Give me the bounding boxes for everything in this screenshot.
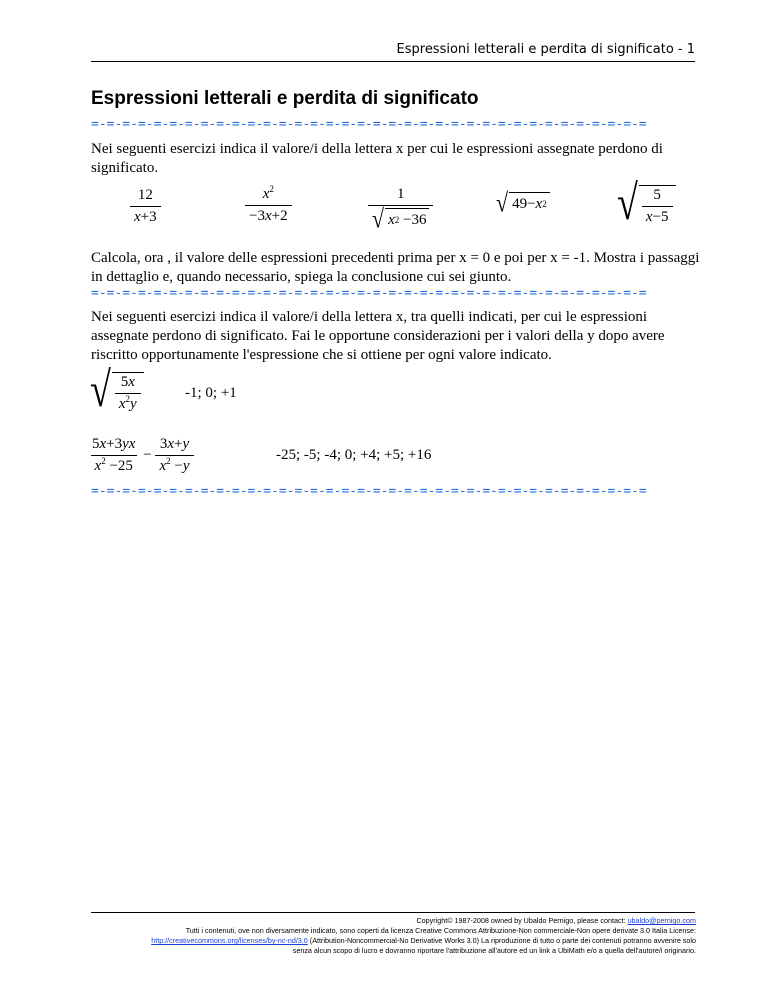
license-line: Tutti i contenuti, ove non diversamente indicato, sono coperti da licenza Creative Commons Attribuzione-Non commerciale-Non opere derivate 3.0 Italia License: [185,926,696,935]
expression-3: 1 √ x 2 −36 [368,186,433,230]
expression-2: $\frac{x^2}{-3x+2}$ [245,186,292,225]
header-rule [91,61,695,62]
section1-intro: Nei seguenti esercizi indica il valore/i della lettera x per cui le espressioni assegnate perdono di significato. [91,141,663,176]
values-list-1: -1; 0; +1 [185,385,237,401]
section2-intro: Nei seguenti esercizi indica il valore/i della lettera x, tra quelli indicati, per cui le espressioni assegnate perdono di significato. Fai le opportune considerazioni per i valori della y dopo avere riscritto opportunamente l'espressione che si ottiene per ogni valore indicato. [91,309,665,363]
expression-5: √ $\frac{5}{x-5}$ [617,185,676,226]
email-link[interactable]: ubaldo@pernigo.com [627,916,696,925]
running-header: Espressioni letterali e perdita di significato - 1 [396,42,695,57]
attribution-line: senza alcun scopo di lucro e dovranno riportare l'attribuzione all'autore ed un link a UbiMath e/o a quella dell'autore/i originario. [292,946,696,955]
footer-rule [91,912,695,913]
footer [56,916,696,956]
separator-line: =-=-=-=-=-=-=-=-=-=-=-=-=-=-=-=-=-=-=-=-=-=-=-=-=-=-=-=-=-=-=-=-=-=-=-= [91,286,647,301]
expression-6: √ $\frac{5x}{x^2y}$ [90,372,144,413]
separator-line: =-=-=-=-=-=-=-=-=-=-=-=-=-=-=-=-=-=-=-=-=-=-=-=-=-=-=-=-=-=-=-=-=-=-=-= [91,484,647,499]
license-link[interactable]: http://creativecommons.org/licenses/by-nc-nd/3.0 [151,936,308,945]
expression-4: √ 49− x 2 [496,192,550,214]
expression-7: $\frac{5x+3yx}{x^2 -25}$ − $\frac{3x+y}{x^2 -y}$ [88,436,194,475]
license-url-line: http://creativecommons.org/licenses/by-nc-nd/3.0 (Attribution-Noncommercial-No Derivative Works 3.0) La riproduzione di tutto o parte dei contenuti potranno avvenire solo [151,936,696,945]
separator-line: =-=-=-=-=-=-=-=-=-=-=-=-=-=-=-=-=-=-=-=-=-=-=-=-=-=-=-=-=-=-=-=-=-=-=-= [91,117,647,132]
values-list-2: -25; -5; -4; 0; +4; +5; +16 [276,447,432,463]
page-title: Espressioni letterali e perdita di significato [91,88,479,109]
copyright-line: Copyright© 1987-2008 owned by Ubaldo Pernigo, please contact: ubaldo@pernigo.com [416,916,696,925]
expression-1: $\frac{12}{x+3}$ [130,187,161,226]
section1-followup: Calcola, ora , il valore delle espressioni precedenti prima per x = 0 e poi per x = -1. Mostra i passaggi in dettaglio e, quando necessario, spiega la conclusione cui sei giunto. [91,250,700,285]
